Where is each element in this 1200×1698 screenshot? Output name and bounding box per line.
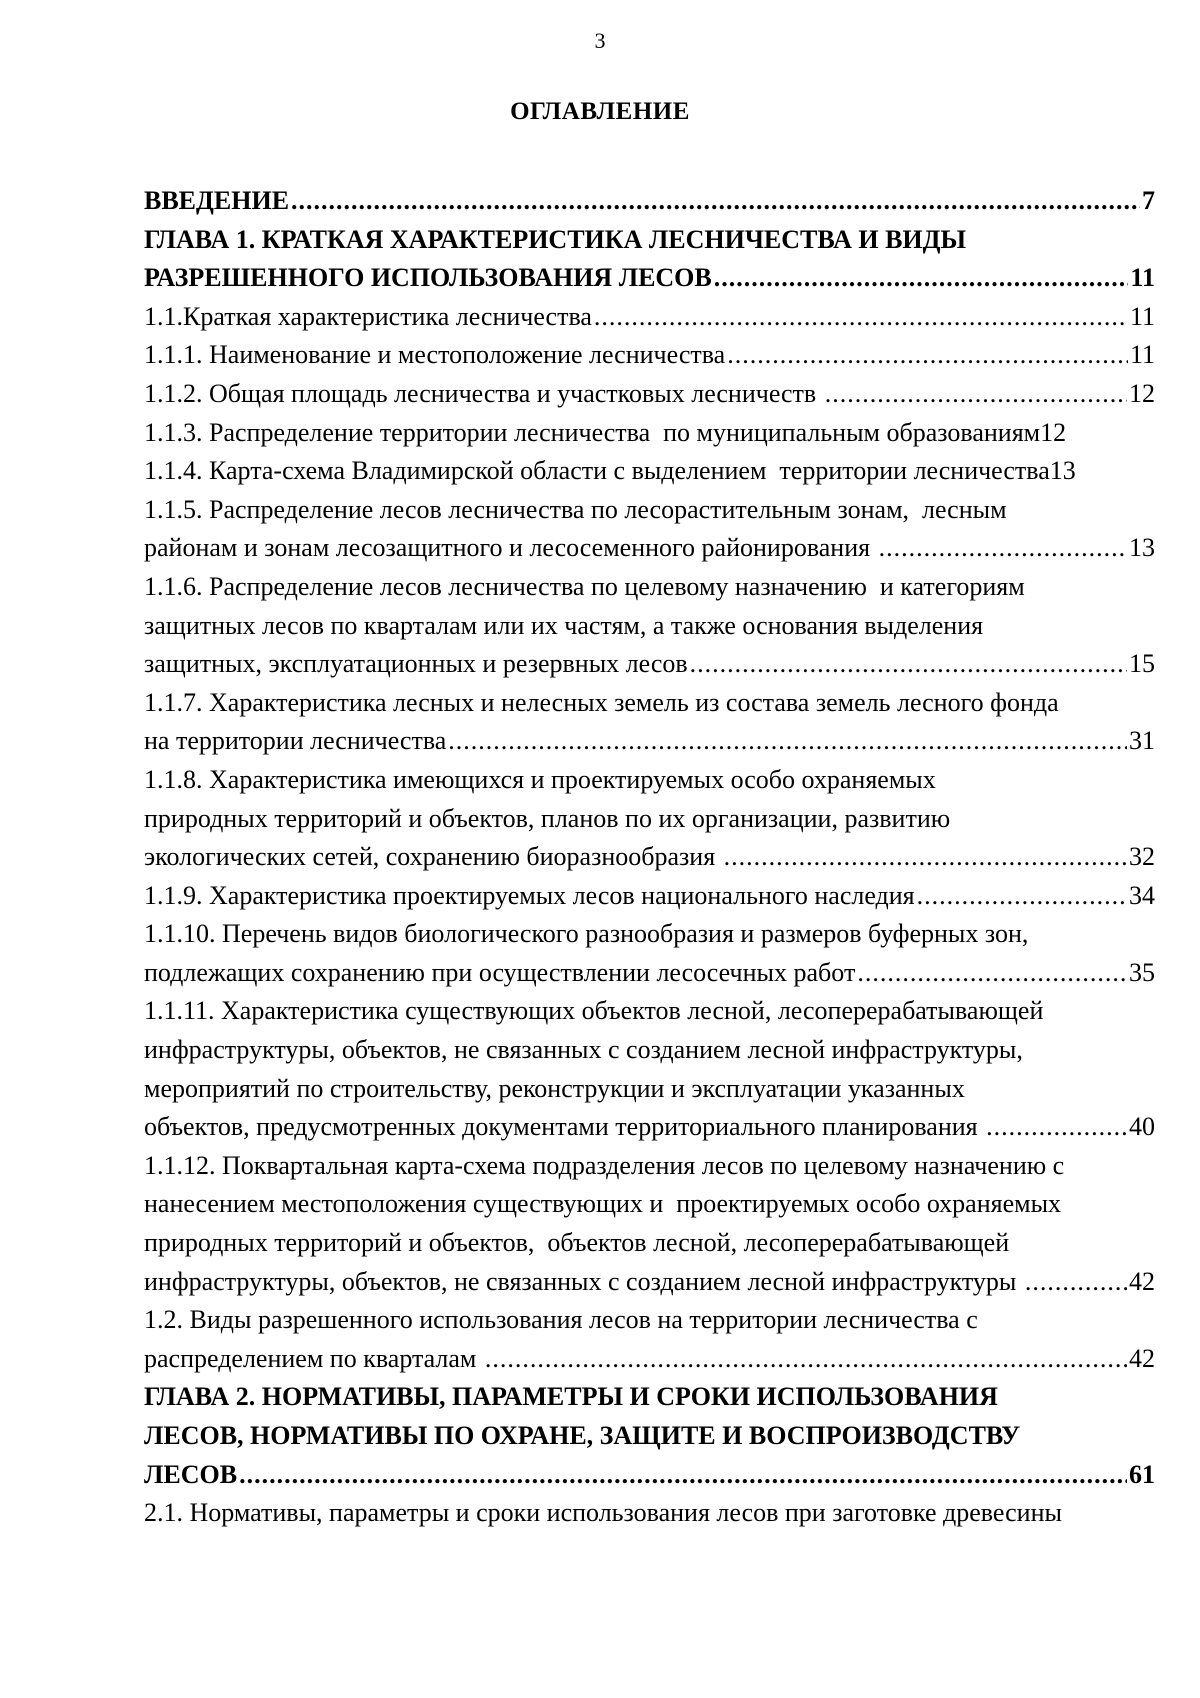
dot-leader [448, 722, 1127, 761]
toc-entry[interactable] [144, 1301, 1155, 1378]
toc-entry-line [144, 1108, 1155, 1147]
toc-entry-text: 1.1.12. Поквартальная карта-схема подразделения лесов по целевому назначению с [144, 1150, 1065, 1180]
toc-entry-text: мероприятий по строительству, реконструкции и эксплуатации указанных [144, 1073, 965, 1103]
toc-entry-line [144, 568, 1155, 607]
toc-entry-line [144, 221, 1155, 260]
toc-page-number: 11 [1129, 340, 1155, 370]
toc-entry-text: 1.1.8. Характеристика имеющихся и проектируемых особо охраняемых [144, 764, 936, 794]
dot-leader [690, 645, 1127, 684]
toc-entry-line [144, 722, 1155, 761]
toc-entry-line [144, 1378, 1155, 1417]
toc-entry-line [144, 1301, 1155, 1340]
table-of-contents [144, 182, 1155, 1533]
dot-leader [239, 1456, 1127, 1495]
toc-entry-line [144, 877, 1155, 916]
toc-entry-line [144, 1340, 1155, 1379]
dot-leader [291, 182, 1140, 221]
toc-entry[interactable] [144, 1147, 1155, 1301]
dot-leader [594, 298, 1128, 337]
toc-entry-text: 1.1.2. Общая площадь лесничества и участковых лесничеств [144, 378, 823, 408]
toc-entry-text: ЛЕСОВ, НОРМАТИВЫ ПО ОХРАНЕ, ЗАЩИТЕ И ВОСПРОИЗВОДСТВУ [144, 1421, 1021, 1450]
toc-page-number: 42 [1129, 1266, 1155, 1296]
toc-entry-line [144, 915, 1155, 954]
toc-entry-line [144, 1417, 1155, 1456]
toc-entry-line [144, 954, 1155, 993]
toc-entry[interactable] [144, 375, 1155, 414]
toc-entry[interactable] [144, 1378, 1155, 1494]
toc-entry-text: инфраструктуры, объектов, не связанных с созданием лесной инфраструктуры, [144, 1035, 1023, 1065]
toc-entry[interactable] [144, 491, 1155, 568]
dot-leader [714, 259, 1129, 298]
dot-leader [857, 954, 1127, 993]
toc-entry[interactable] [144, 336, 1155, 375]
toc-entry-line [144, 800, 1155, 839]
dot-leader [724, 838, 1127, 877]
toc-entry-text: 1.2. Виды разрешенного использования лесов на территории лесничества с [144, 1305, 978, 1335]
toc-entry-text: подлежащих сохранению при осуществлении лесосечных работ [144, 957, 856, 987]
toc-entry-line [144, 1031, 1155, 1070]
toc-entry-text: 1.1.7. Характеристика лесных и нелесных земель из состава земель лесного фонда [144, 687, 1059, 717]
toc-entry-line [144, 1185, 1155, 1224]
toc-entry-line [144, 761, 1155, 800]
toc-entry[interactable] [144, 992, 1155, 1146]
toc-entry-text: ГЛАВА 1. КРАТКАЯ ХАРАКТЕРИСТИКА ЛЕСНИЧЕСТВА И ВИДЫ [144, 224, 967, 254]
toc-entry-text: 1.1.9. Характеристика проектируемых лесов национального наследия [144, 880, 915, 910]
toc-page-number: 34 [1129, 880, 1155, 910]
toc-entry-line [144, 1456, 1155, 1495]
toc-page-number: 32 [1129, 842, 1155, 872]
toc-entry-text: Краткая характеристика лесничества [183, 301, 592, 331]
toc-entry-text: ВВЕДЕНИЕ [144, 186, 290, 215]
toc-page-number: 13 [1129, 533, 1155, 563]
dot-leader [879, 529, 1127, 568]
toc-page-number: 15 [1129, 649, 1155, 679]
toc-entry-text: ЛЕСОВ [144, 1459, 238, 1489]
toc-entry[interactable] [144, 1494, 1155, 1533]
toc-section-number: 1.1. [144, 301, 183, 331]
toc-page-number: 61 [1129, 1459, 1155, 1489]
toc-entry[interactable] [144, 761, 1155, 877]
toc-entry-line [144, 298, 1155, 337]
toc-entry[interactable] [144, 915, 1155, 992]
toc-entry-text: 2.1. Нормативы, параметры и сроки использования лесов при заготовке древесины [144, 1498, 1062, 1528]
toc-entry[interactable] [144, 298, 1155, 337]
toc-entry-line [144, 1224, 1155, 1263]
toc-entry-text: 1.1.3. Распределение территории лесничества по муниципальным образованиям [144, 417, 1041, 447]
toc-entry-line [144, 607, 1155, 646]
toc-entry-text: 1.1.6. Распределение лесов лесничества по целевому назначению и категориям [144, 571, 1025, 601]
toc-entry-text: 1.1.1. Наименование и местоположение лесничества [144, 340, 726, 370]
toc-page-number: 40 [1129, 1112, 1155, 1142]
toc-page-number: 11 [1129, 301, 1155, 331]
toc-entry-line [144, 259, 1155, 298]
toc-entry-line [144, 1147, 1155, 1186]
page-title: ОГЛАВЛЕНИЕ [510, 98, 690, 125]
toc-entry-text: объектов, предусмотренных документами территориального планирования [144, 1112, 985, 1142]
toc-entry-text: районам и зонам лесозащитного и лесосеменного районирования [144, 533, 877, 563]
toc-entry-text: 1.1.5. Распределение лесов лесничества по лесорастительным зонам, лесным [144, 494, 1007, 524]
toc-entry-line [144, 1263, 1155, 1302]
toc-entry-line [144, 491, 1155, 530]
dot-leader [485, 1340, 1127, 1379]
toc-entry-text: РАЗРЕШЕННОГО ИСПОЛЬЗОВАНИЯ ЛЕСОВ [144, 263, 712, 293]
toc-entry-text: 1.1.11. Характеристика существующих объектов лесной, лесоперерабатывающей [144, 996, 1044, 1026]
toc-entry-line [144, 992, 1155, 1031]
toc-entry[interactable] [144, 414, 1155, 453]
toc-entry-line [144, 1494, 1155, 1533]
toc-entry[interactable] [144, 452, 1155, 491]
toc-page-number: 7 [1142, 186, 1155, 215]
toc-page-number: 12 [1129, 378, 1155, 408]
dot-leader [727, 336, 1128, 375]
toc-entry[interactable] [144, 684, 1155, 761]
toc-entry-text: ГЛАВА 2. НОРМАТИВЫ, ПАРАМЕТРЫ И СРОКИ ИСПОЛЬЗОВАНИЯ [144, 1382, 998, 1412]
toc-entry-text: распределением по кварталам [144, 1343, 483, 1373]
toc-entry-line [144, 336, 1155, 375]
dot-leader [1025, 1263, 1127, 1302]
dot-leader [825, 375, 1127, 414]
toc-page-number: 42 [1129, 1343, 1155, 1373]
toc-entry-line [144, 684, 1155, 723]
page-number: 3 [594, 28, 606, 53]
toc-entry-text: природных территорий и объектов, планов по их организации, развитию [144, 803, 951, 833]
dot-leader [986, 1108, 1127, 1147]
toc-entry-text: природных территорий и объектов, объектов лесной, лесоперерабатывающей [144, 1228, 1010, 1258]
dot-leader [917, 877, 1127, 916]
toc-page-number: 31 [1129, 726, 1155, 756]
toc-entry-text: инфраструктуры, объектов, не связанных с созданием лесной инфраструктуры [144, 1266, 1023, 1296]
toc-entry[interactable] [144, 568, 1155, 684]
toc-entry-line [144, 1070, 1155, 1109]
toc-page-number: 12 [1040, 417, 1067, 447]
toc-entry-text: защитных, эксплуатационных и резервных лесов [144, 649, 688, 679]
toc-entry[interactable] [144, 182, 1155, 221]
toc-entry[interactable] [144, 221, 1155, 298]
toc-entry-text: 1.1.4. Карта-схема Владимирской области с выделением территории лесничества [144, 456, 1050, 486]
toc-entry-text: защитных лесов по кварталам или их частям, а также основания выделения [144, 610, 984, 640]
toc-entry-text: экологических сетей, сохранению биоразнообразия [144, 842, 722, 872]
toc-entry-line [144, 645, 1155, 684]
toc-entry-text: на территории лесничества [144, 726, 447, 756]
toc-page-number: 11 [1130, 263, 1155, 293]
toc-entry[interactable] [144, 877, 1155, 916]
toc-entry-line [144, 182, 1155, 221]
toc-entry-line [144, 375, 1155, 414]
toc-entry-line [144, 529, 1155, 568]
toc-entry-text: 1.1.10. Перечень видов биологического разнообразия и размеров буферных зон, [144, 919, 1029, 949]
toc-page-number: 13 [1049, 456, 1076, 486]
toc-page-number: 35 [1129, 957, 1155, 987]
toc-entry-line [144, 452, 1155, 491]
toc-entry-line [144, 838, 1155, 877]
toc-entry-text: нанесением местоположения существующих и проектируемых особо охраняемых [144, 1189, 1062, 1219]
toc-entry-line [144, 414, 1155, 453]
